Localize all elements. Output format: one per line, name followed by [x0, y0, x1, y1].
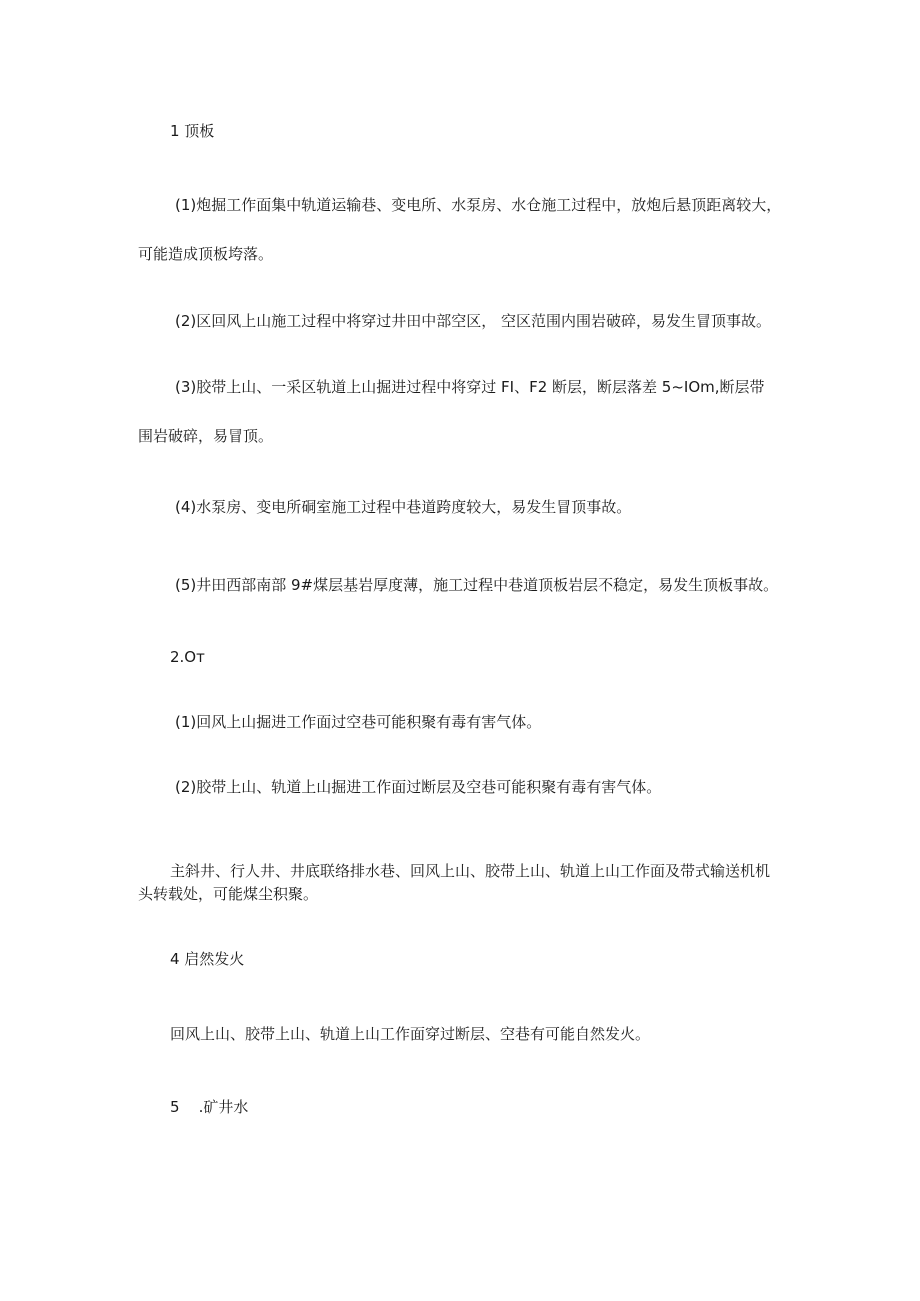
roof-item-1-line1: (1)炮掘工作面集中轨道运输巷、变电所、水泵房、水仓施工过程中，放炮后悬顶距离较大，: [175, 196, 782, 214]
heading-gas: 2.Oт: [170, 648, 205, 666]
roof-item-4: (4)水泵房、变电所硐室施工过程中巷道跨度较大，易发生冒顶事故。: [175, 498, 632, 516]
gas-item-2: (2)胶带上山、轨道上山掘进工作面过断层及空巷可能积聚有毒有害气体。: [175, 778, 662, 796]
roof-item-3-line2: 围岩破碎，易冒顶。: [138, 427, 274, 445]
heading-roof: 1 顶板: [170, 122, 215, 140]
roof-item-2: (2)区回风上山施工过程中将穿过井田中部空区， 空区范围内围岩破碎，易发生冒顶事故。: [175, 312, 772, 330]
gas-item-1: (1)回风上山掘进工作面过空巷可能积聚有毒有害气体。: [175, 713, 542, 731]
spontaneous-fire-text: 回风上山、胶带上山、轨道上山工作面穿过断层、空巷有可能自然发火。: [170, 1025, 651, 1043]
roof-item-3-line1: (3)胶带上山、一采区轨道上山掘进过程中将穿过 FI、F2 断层，断层落差 5~IOm,断层带: [175, 378, 765, 396]
coal-dust-line1: 主斜井、行人井、井底联络排水巷、回风上山、胶带上山、轨道上山工作面及带式输送机机: [170, 862, 771, 880]
roof-item-1-line2: 可能造成顶板垮落。: [138, 245, 274, 263]
coal-dust-line2: 头转载处，可能煤尘积聚。: [138, 885, 319, 903]
heading-spontaneous-fire: 4 启然发火: [170, 950, 245, 968]
roof-item-5: (5)井田西部南部 9#煤层基岩厚度薄，施工过程中巷道顶板岩层不稳定，易发生顶板事故。: [175, 576, 779, 594]
heading-mine-water: 5 .矿井水: [170, 1098, 249, 1116]
